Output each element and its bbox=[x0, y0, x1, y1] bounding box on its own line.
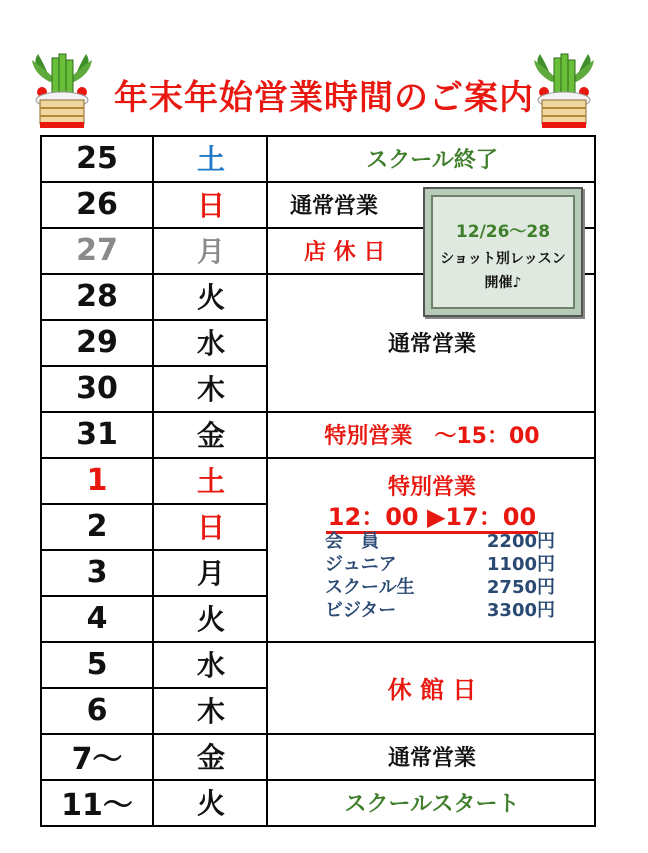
day-cell: 金 bbox=[196, 741, 225, 774]
price-label: スクール生 bbox=[325, 577, 415, 598]
date-cell: 4 bbox=[86, 600, 108, 636]
price-row bbox=[325, 576, 555, 599]
date-cell: 29 bbox=[76, 324, 118, 360]
date-cell: 25 bbox=[76, 140, 118, 176]
date-cell: 2 bbox=[86, 508, 108, 544]
special-hours: 12：00 ▶17：00 bbox=[326, 503, 538, 534]
date-cell: 30 bbox=[76, 370, 118, 406]
status-closed: 店 休 日 bbox=[304, 239, 386, 265]
day-cell: 木 bbox=[196, 695, 225, 728]
day-cell: 日 bbox=[196, 511, 225, 544]
day-cell: 月 bbox=[196, 235, 225, 268]
status-closed: 休 館 日 bbox=[387, 675, 477, 704]
price-label: ビジター bbox=[325, 600, 397, 621]
date-cell: 7～ bbox=[71, 742, 123, 777]
lesson-dates: 12/26～28 bbox=[455, 222, 551, 242]
day-cell: 土 bbox=[196, 143, 225, 176]
price-value: 1100円 bbox=[486, 554, 555, 575]
status-school-end: スクール終了 bbox=[366, 147, 498, 173]
day-cell: 月 bbox=[196, 557, 225, 590]
page-title: 年末年始営業時間のご案内 bbox=[114, 78, 534, 118]
special-hours-block bbox=[268, 470, 596, 534]
date-cell: 26 bbox=[76, 186, 118, 222]
price-value: 3300円 bbox=[486, 600, 555, 621]
day-cell: 火 bbox=[196, 281, 225, 314]
date-cell: 31 bbox=[76, 416, 118, 452]
lesson-callout bbox=[423, 187, 583, 317]
status-school-start: スクールスタート bbox=[344, 791, 520, 817]
price-value: 2750円 bbox=[486, 577, 555, 598]
price-row bbox=[325, 599, 555, 622]
day-cell: 火 bbox=[196, 603, 225, 636]
day-cell: 金 bbox=[196, 419, 225, 452]
date-cell: 6 bbox=[86, 692, 108, 728]
date-cell: 11～ bbox=[61, 788, 133, 823]
status-normal: 通常営業 bbox=[290, 193, 379, 219]
date-cell: 28 bbox=[76, 278, 118, 314]
day-cell: 火 bbox=[196, 787, 225, 820]
day-cell: 水 bbox=[196, 649, 225, 682]
date-cell: 1 bbox=[86, 462, 108, 498]
day-cell: 土 bbox=[196, 465, 225, 498]
price-list bbox=[325, 530, 555, 622]
date-cell: 5 bbox=[86, 646, 108, 682]
day-cell: 木 bbox=[196, 373, 225, 406]
day-cell: 日 bbox=[196, 189, 225, 222]
price-value: 2200円 bbox=[486, 531, 555, 552]
price-label: 会 員 bbox=[325, 531, 379, 552]
special-title: 特別営業 bbox=[387, 475, 476, 500]
lesson-note: 開催♪ bbox=[484, 275, 522, 291]
lesson-title: ショット別レッスン bbox=[440, 251, 566, 267]
price-row bbox=[325, 530, 555, 553]
date-cell: 27 bbox=[76, 232, 118, 268]
price-row bbox=[325, 553, 555, 576]
status-special-31: 特別営業 ～15：00 bbox=[324, 423, 540, 449]
status-normal: 通常営業 bbox=[387, 331, 476, 357]
day-cell: 水 bbox=[196, 327, 225, 360]
price-label: ジュニア bbox=[325, 554, 397, 575]
date-cell: 3 bbox=[86, 554, 108, 590]
status-normal: 通常営業 bbox=[387, 745, 476, 771]
